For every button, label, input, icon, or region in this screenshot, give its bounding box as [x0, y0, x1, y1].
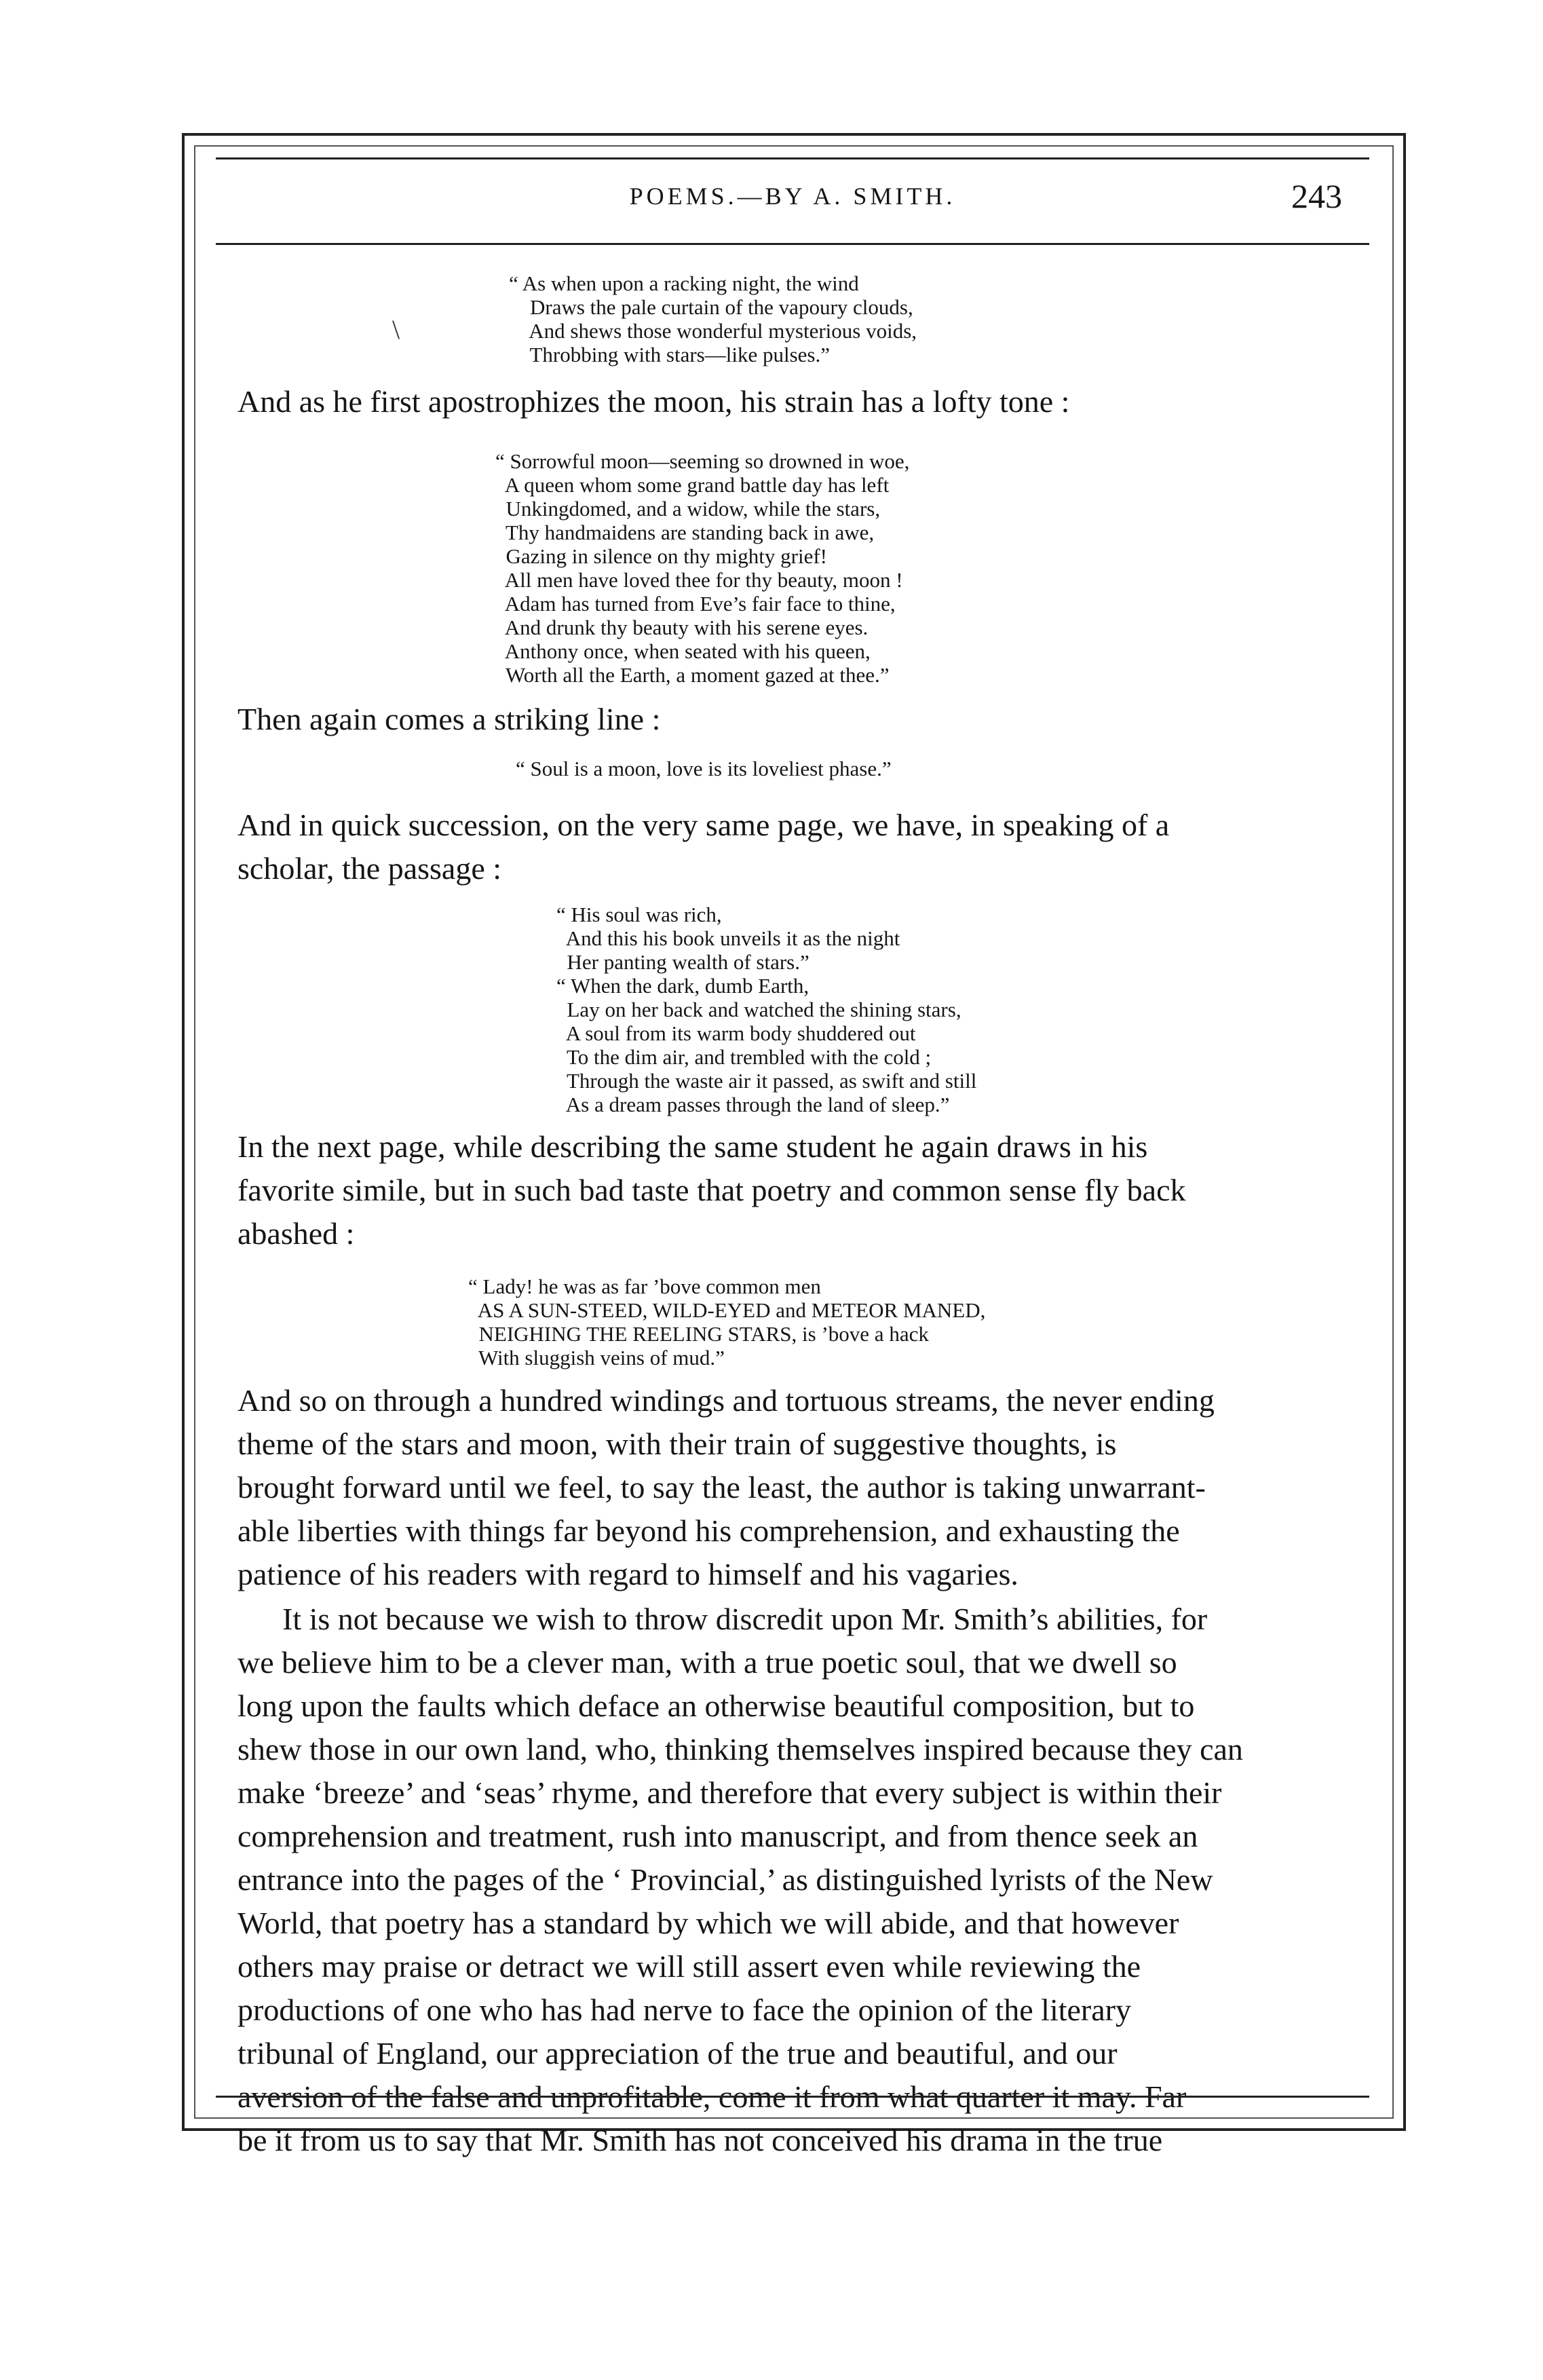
text-line: World, that poetry has a standard by which we will abide, and that however: [237, 1906, 1179, 1940]
text-line: make ‘breeze’ and ‘seas’ rhyme, and therefore that every subject is within their: [237, 1775, 1222, 1810]
page-header: [216, 176, 1369, 217]
text-line: theme of the stars and moon, with their train of suggestive thoughts, is: [237, 1427, 1117, 1461]
verse-line: Thy handmaidens are standing back in awe,: [495, 521, 875, 544]
verse-line: A queen whom some grand battle day has left: [495, 473, 890, 497]
text-line: entrance into the pages of the ‘ Provincial,’ as distinguished lyrists of the New: [237, 1862, 1213, 1897]
text-line: And in quick succession, on the very same page, we have, in speaking of a: [237, 808, 1170, 842]
bottom-rule: [216, 2096, 1369, 2098]
verse-line: Adam has turned from Eve’s fair face to thine,: [495, 592, 896, 616]
prose-paragraph: [237, 1598, 1377, 2162]
text-line: In the next page, while describing the same student he again draws in his: [237, 1129, 1148, 1164]
text-line: patience of his readers with regard to himself and his vagaries.: [237, 1557, 1018, 1591]
prose-paragraph: [237, 1125, 1377, 1255]
prose-paragraph: [237, 1379, 1377, 1596]
text-line: And so on through a hundred windings and tortuous streams, the never ending: [237, 1383, 1215, 1418]
verse-line: Throbbing with stars—like pulses.”: [509, 343, 830, 366]
verse-line: Worth all the Earth, a moment gazed at thee.”: [495, 663, 890, 687]
verse-line: A soul from its warm body shuddered out: [556, 1021, 916, 1045]
verse-line: And drunk thy beauty with his serene eyes.: [495, 616, 869, 639]
text-line: others may praise or detract we will still assert even while reviewing the: [237, 1949, 1141, 1984]
verse-line: All men have loved thee for thy beauty, moon !: [495, 568, 903, 592]
verse-line: NEIGHING THE REELING STARS, is ’bove a hack: [468, 1322, 929, 1346]
text-line: comprehension and treatment, rush into manuscript, and from thence seek an: [237, 1819, 1198, 1853]
verse-quotation: [509, 271, 1377, 366]
prose-paragraph: [237, 698, 1377, 741]
verse-line: Her panting wealth of stars.”: [556, 950, 809, 974]
text-line: able liberties with things far beyond his comprehension, and exhausting the: [237, 1513, 1180, 1548]
text-line: productions of one who has had nerve to face the opinion of the literary: [237, 1992, 1131, 2027]
text-line: aversion of the false and unprofitable, come it from what quarter it may. Far: [237, 2079, 1187, 2114]
top-rule: [216, 157, 1369, 159]
verse-line: “ Lady! he was as far ’bove common men: [468, 1274, 821, 1298]
text-line: scholar, the passage :: [237, 851, 502, 886]
stray-mark: \: [392, 314, 400, 345]
verse-quotation: [556, 903, 1377, 1116]
verse-quotation: [468, 1274, 1377, 1370]
verse-line: “ Soul is a moon, love is its loveliest phase.”: [516, 757, 892, 780]
verse-line: AS A SUN-STEED, WILD-EYED and METEOR MANED,: [468, 1298, 986, 1322]
text-line: It is not because we wish to throw discredit upon Mr. Smith’s abilities, for: [282, 1602, 1208, 1636]
page-number: 243: [1291, 177, 1342, 215]
verse-line: Anthony once, when seated with his queen,: [495, 639, 871, 663]
text-line: abashed :: [237, 1216, 355, 1251]
prose-paragraph: [237, 380, 1377, 423]
verse-line: With sluggish veins of mud.”: [468, 1346, 725, 1370]
verse-line: “ As when upon a racking night, the wind: [509, 271, 859, 295]
verse-line: As a dream passes through the land of sleep.”: [556, 1093, 950, 1116]
verse-line: Draws the pale curtain of the vapoury clouds,: [509, 295, 913, 319]
verse-line: And this his book unveils it as the night: [556, 926, 900, 950]
verse-line: “ Sorrowful moon—seeming so drowned in woe,: [495, 449, 910, 473]
verse-line: Unkingdomed, and a widow, while the stars,: [495, 497, 881, 521]
text-line: brought forward until we feel, to say the least, the author is taking unwarrant-: [237, 1470, 1206, 1505]
text-line: be it from us to say that Mr. Smith has not conceived his drama in the true: [237, 2123, 1163, 2157]
text-line: favorite simile, but in such bad taste that poetry and common sense fly back: [237, 1173, 1186, 1207]
running-head: POEMS.—BY A. SMITH.: [629, 183, 956, 210]
text-line: And as he first apostrophizes the moon, his strain has a lofty tone :: [237, 384, 1070, 419]
verse-quotation: [516, 757, 1377, 780]
text-line: tribunal of England, our appreciation of the true and beautiful, and our: [237, 2036, 1118, 2071]
verse-line: “ When the dark, dumb Earth,: [556, 974, 809, 998]
verse-line: To the dim air, and trembled with the cold ;: [556, 1045, 932, 1069]
verse-line: Lay on her back and watched the shining stars,: [556, 998, 961, 1021]
verse-quotation: [495, 449, 1377, 687]
text-line: Then again comes a striking line :: [237, 702, 661, 736]
verse-line: “ His soul was rich,: [556, 903, 722, 926]
verse-line: And shews those wonderful mysterious voids,: [509, 319, 917, 343]
verse-line: Through the waste air it passed, as swift and still: [556, 1069, 977, 1093]
text-line: we believe him to be a clever man, with a true poetic soul, that we dwell so: [237, 1645, 1177, 1680]
text-line: long upon the faults which deface an otherwise beautiful composition, but to: [237, 1688, 1195, 1723]
text-line: shew those in our own land, who, thinking themselves inspired because they can: [237, 1732, 1243, 1767]
header-rule: [216, 243, 1369, 245]
prose-paragraph: [237, 804, 1377, 890]
verse-line: Gazing in silence on thy mighty grief!: [495, 544, 827, 568]
